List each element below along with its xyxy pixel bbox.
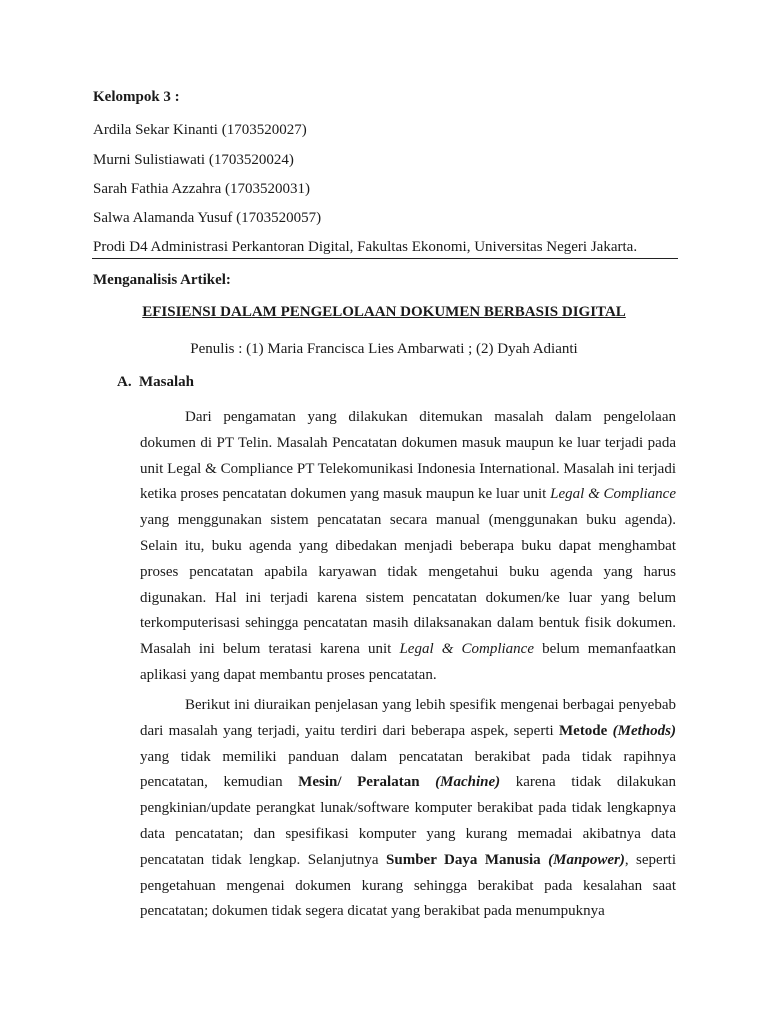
member-1: Ardila Sekar Kinanti (1703520027) [93, 122, 307, 138]
analysis-label: Menganalisis Artikel: [93, 272, 231, 288]
group-label: Kelompok 3 : [93, 89, 180, 105]
paragraph-1-text-2: yang menggunakan sistem pencatatan secara manual (menggunakan buku agenda). Selain itu, buku agenda yang dibedakan menjadi beberapa buku dapat menghambat proses pencatatan apabila karyawan tidak mengetahui buku agenda yang harus digunakan. Hal ini terjadi karena sistem pencatatan dokumen/ke luar yang belum terkomputerisasi sehingga pencatatan masih dilaksanakan dalam bentuk fisik dokumen. Masalah ini belum teratasi karena unit [140, 512, 676, 658]
section-a-letter: A. [117, 374, 132, 390]
paragraph-2-bold-1: Metode [559, 722, 608, 739]
member-2: Murni Sulistiawati (1703520024) [93, 152, 294, 168]
paragraph-1-text-3: belum memanfaatkan aplikasi yang dapat membantu proses pencatatan. [140, 641, 677, 683]
article-authors: Penulis : (1) Maria Francisca Lies Ambarwati ; (2) Dyah Adianti [190, 341, 578, 357]
paragraph-2-bold-2: Mesin/ Peralatan [298, 774, 420, 791]
section-a-heading [117, 373, 194, 391]
program-line: Prodi D4 Administrasi Perkantoran Digital, Fakultas Ekonomi, Universitas Negeri Jakarta. [93, 239, 638, 255]
paragraph-2-bolditalic-2: (Machine) [435, 774, 501, 791]
paragraph-1 [140, 405, 676, 689]
member-4: Salwa Alamanda Yusuf (1703520057) [93, 210, 322, 226]
paragraph-2-bold-3: Sumber Daya Manusia [386, 851, 541, 868]
paragraph-2 [140, 693, 676, 925]
paragraph-1-italic-2: Legal & Compliance [399, 641, 534, 658]
header-divider [92, 258, 678, 259]
article-title: EFISIENSI DALAM PENGELOLAAN DOKUMEN BERBASIS DIGITAL [142, 304, 626, 320]
paragraph-2-text-1: Berikut ini diuraikan penjelasan yang lebih spesifik mengenai berbagai penyebab dari masalah yang terjadi, yaitu terdiri dari beberapa aspek, seperti [140, 697, 676, 739]
member-3: Sarah Fathia Azzahra (1703520031) [93, 181, 311, 197]
paragraph-1-text-1: Dari pengamatan yang dilakukan ditemukan masalah dalam pengelolaan dokumen di PT Telin. Masalah Pencatatan dokumen masuk maupun ke luar terjadi pada unit Legal & Compliance PT Telekomunikasi Indonesia International. Masalah ini terjadi ketika proses pencatatan dokumen yang masuk maupun ke luar unit [140, 409, 676, 503]
paragraph-2-text-2: yang tidak memiliki panduan dalam pencatatan berakibat pada tidak rapihnya pencatatan, kemudian [140, 748, 676, 791]
section-a-title: Masalah [139, 374, 195, 390]
paragraph-2-text-4: , seperti pengetahuan mengenai dokumen kurang sehingga berakibat pada kesalahan saat pencatatan; dokumen tidak segera dicatat yang berakibat pada menumpuknya [140, 851, 677, 920]
paragraph-1-italic-1: Legal & Compliance [550, 486, 676, 503]
paragraph-2-text-3: karena tidak dilakukan pengkinian/update perangkat lunak/software komputer berakibat pada tidak lengkapnya data pencatatan; dan spesifikasi komputer yang kurang memadai akibatnya data pencatatan tidak lengkap. Selanjutnya [140, 774, 676, 868]
paragraph-2-bolditalic-3: (Manpower) [548, 851, 625, 868]
paragraph-2-bolditalic-1: (Methods) [612, 722, 676, 739]
